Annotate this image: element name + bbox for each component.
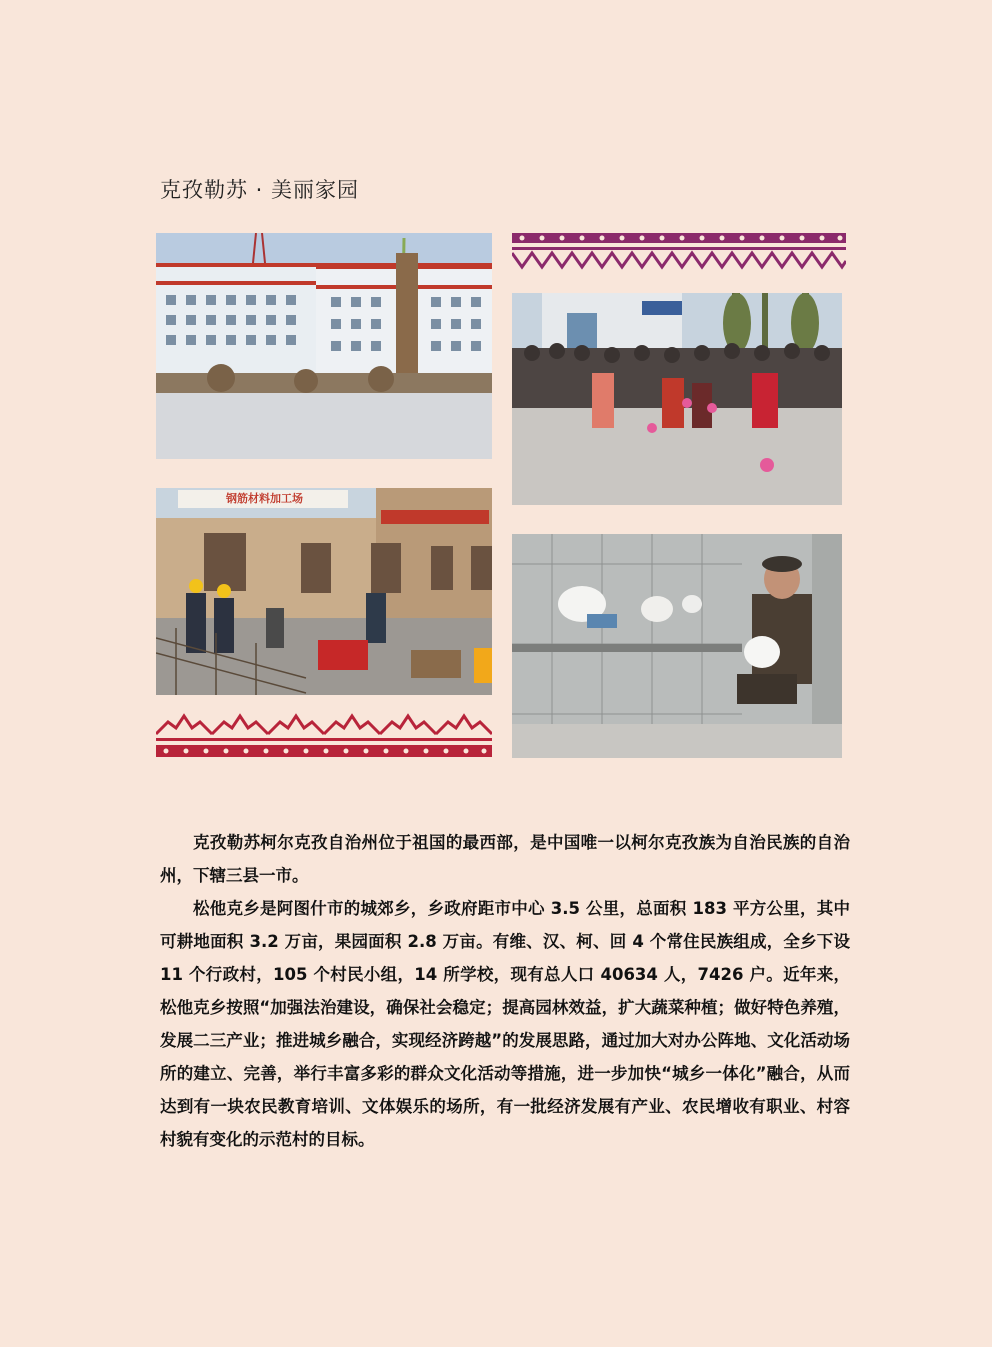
ornament-border-top <box>512 233 846 273</box>
apartment-buildings-photo <box>156 233 492 459</box>
rabbit-farm-photo <box>512 534 842 758</box>
paragraph-songtake: 松他克乡是阿图什市的城郊乡，乡政府距市中心 3.5 公里，总面积 183 平方公里，其中可耕地面积 3.2 万亩，果园面积 2.8 万亩。有维、汉、柯、回 4 个常住民族组成，全乡下设 11 个行政村，105 个村民小组，14 所学校，现有总人口 40634 人，7426 户。近年来，松他克乡按照“加强法治建设，确保社会稳定；提高园林效益，扩大蔬菜种植；做好特色养殖，发展二三产业；推进城乡融合，实现经济跨越”的发展思路，通过加大对办公阵地、文化活动场所的建立、完善，举行丰富多彩的群众文化活动等措施，进一步加快“城乡一体化”融合，从而达到有一块农民教育培训、文体娱乐的场所，有一批经济发展有产业、农民增收有职业、村容村貌有变化的示范村的目标。 <box>160 899 850 1149</box>
village-festival-photo <box>512 293 842 505</box>
body-text <box>160 826 850 1156</box>
workshop-banner-text: 钢筋材料加工场 <box>226 492 303 505</box>
page-title: 克孜勒苏 · 美丽家园 <box>160 178 360 202</box>
ornament-border-bottom <box>156 712 492 758</box>
rebar-workshop-photo <box>156 488 492 695</box>
paragraph-intro: 克孜勒苏柯尔克孜自治州位于祖国的最西部，是中国唯一以柯尔克孜族为自治民族的自治州，下辖三县一市。 <box>160 833 850 885</box>
